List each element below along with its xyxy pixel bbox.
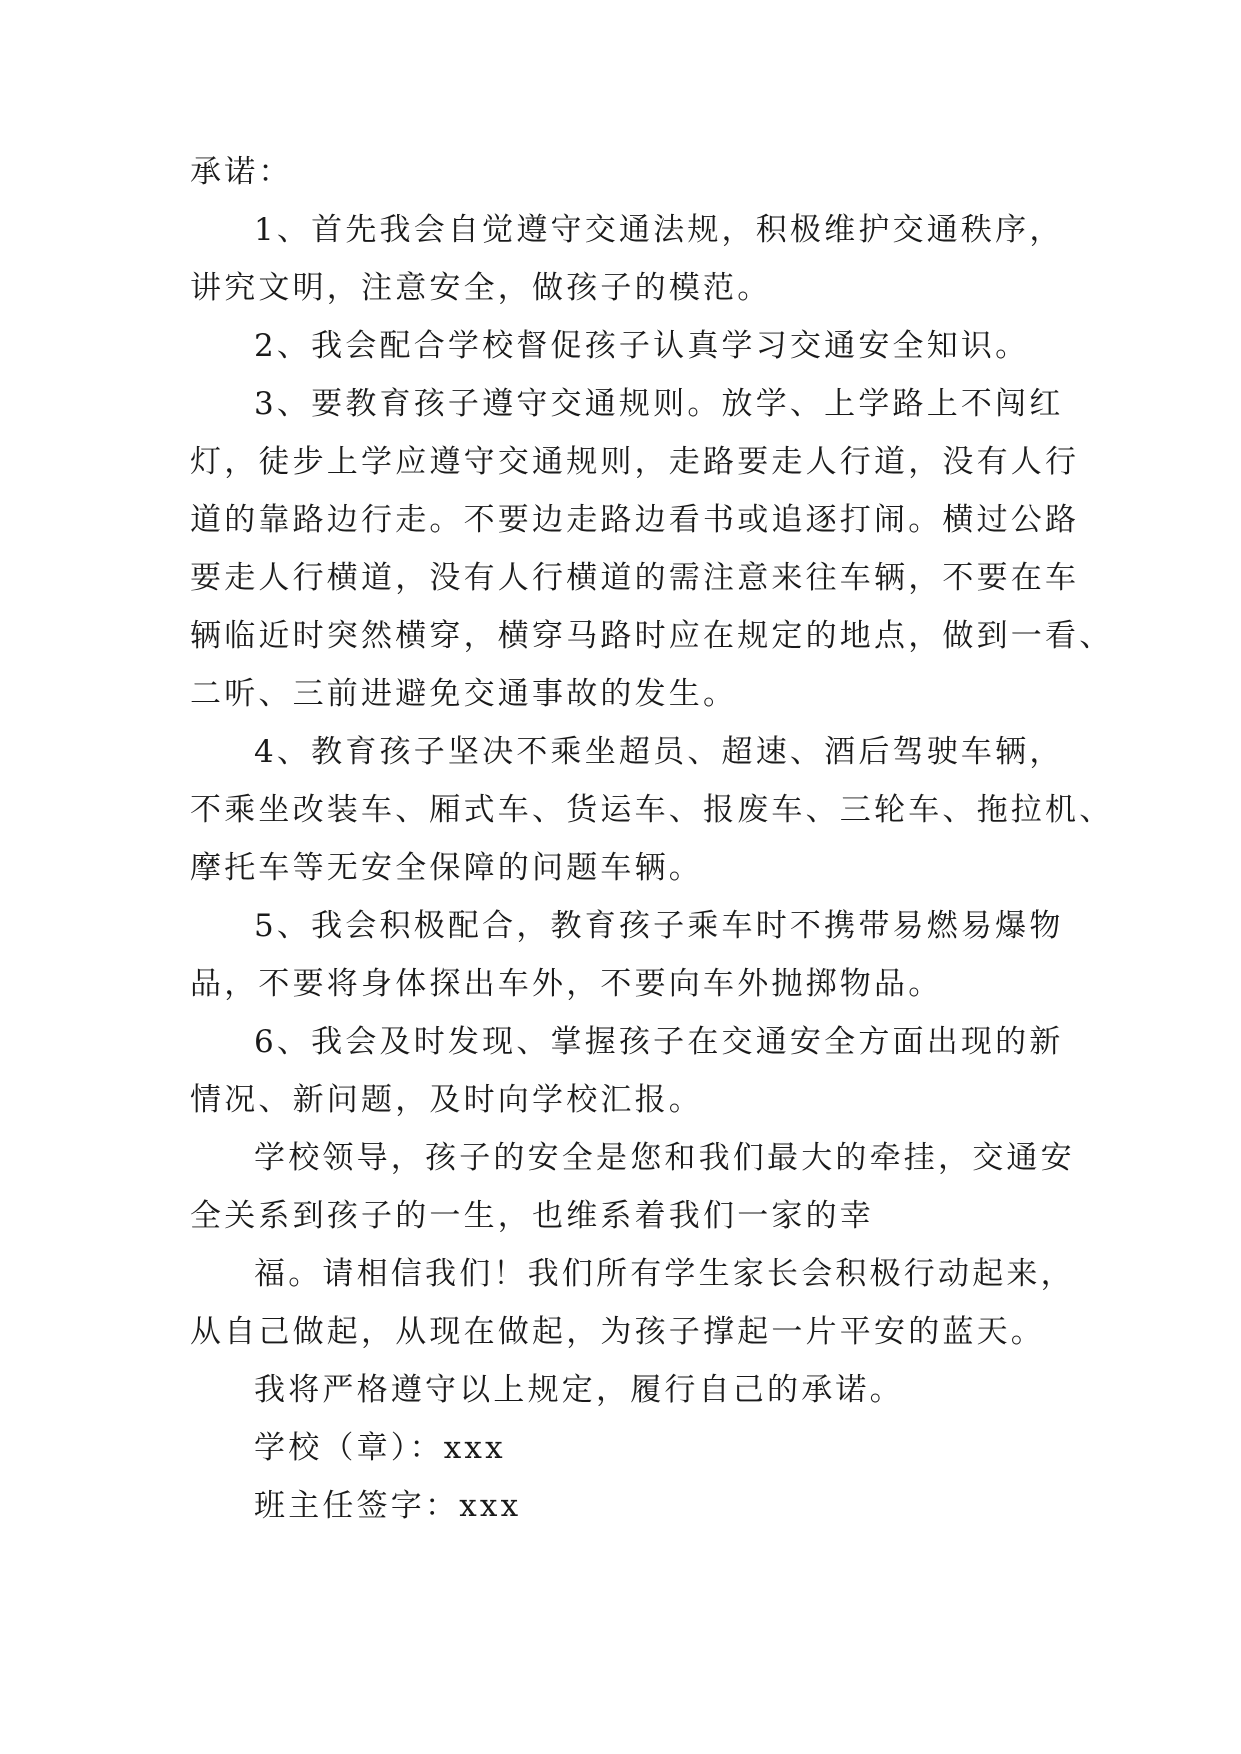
- school-seal-line: 学校（章）：xxx: [254, 1430, 506, 1466]
- paragraph-line: 情况、新问题，及时向学校汇报。: [190, 1082, 703, 1118]
- paragraph-line: 辆临近时突然横穿，横穿马路时应在规定的地点，做到一看、: [190, 618, 1114, 654]
- paragraph-line: 学校领导，孩子的安全是您和我们最大的牵挂，交通安: [254, 1140, 1075, 1176]
- paragraph-line: 从自己做起，从现在做起，为孩子撑起一片平安的蓝天。: [190, 1314, 1045, 1350]
- paragraph-line: 5、我会积极配合，教育孩子乘车时不携带易燃易爆物: [254, 908, 1064, 944]
- paragraph-line: 道的靠路边行走。不要边走路边看书或追逐打闹。横过公路: [190, 502, 1080, 538]
- paragraph-line: 我将严格遵守以上规定，履行自己的承诺。: [254, 1372, 904, 1408]
- paragraph-line: 不乘坐改装车、厢式车、货运车、报废车、三轮车、拖拉机、: [190, 792, 1114, 828]
- paragraph-line: 灯，徒步上学应遵守交通规则，走路要走人行道，没有人行: [190, 444, 1080, 480]
- paragraph-line: 要走人行横道，没有人行横道的需注意来往车辆，不要在车: [190, 560, 1080, 596]
- paragraph-line: 二听、三前进避免交通事故的发生。: [190, 676, 738, 712]
- paragraph-line: 6、我会及时发现、掌握孩子在交通安全方面出现的新: [254, 1024, 1064, 1060]
- paragraph-line: 讲究文明，注意安全，做孩子的模范。: [190, 270, 772, 306]
- paragraph-line: 2、我会配合学校督促孩子认真学习交通安全知识。: [254, 328, 1030, 364]
- teacher-signature-line: 班主任签字：xxx: [254, 1488, 522, 1524]
- paragraph-line: 福。请相信我们！我们所有学生家长会积极行动起来，: [254, 1256, 1075, 1292]
- section-heading: 承诺：: [190, 154, 293, 190]
- paragraph-line: 1、首先我会自觉遵守交通法规，积极维护交通秩序，: [254, 212, 1064, 248]
- paragraph-line: 4、教育孩子坚决不乘坐超员、超速、酒后驾驶车辆，: [254, 734, 1064, 770]
- paragraph-line: 品，不要将身体探出车外，不要向车外抛掷物品。: [190, 966, 943, 1002]
- paragraph-line: 摩托车等无安全保障的问题车辆。: [190, 850, 703, 886]
- paragraph-line: 3、要教育孩子遵守交通规则。放学、上学路上不闯红: [254, 386, 1064, 422]
- paragraph-line: 全关系到孩子的一生，也维系着我们一家的幸: [190, 1198, 874, 1234]
